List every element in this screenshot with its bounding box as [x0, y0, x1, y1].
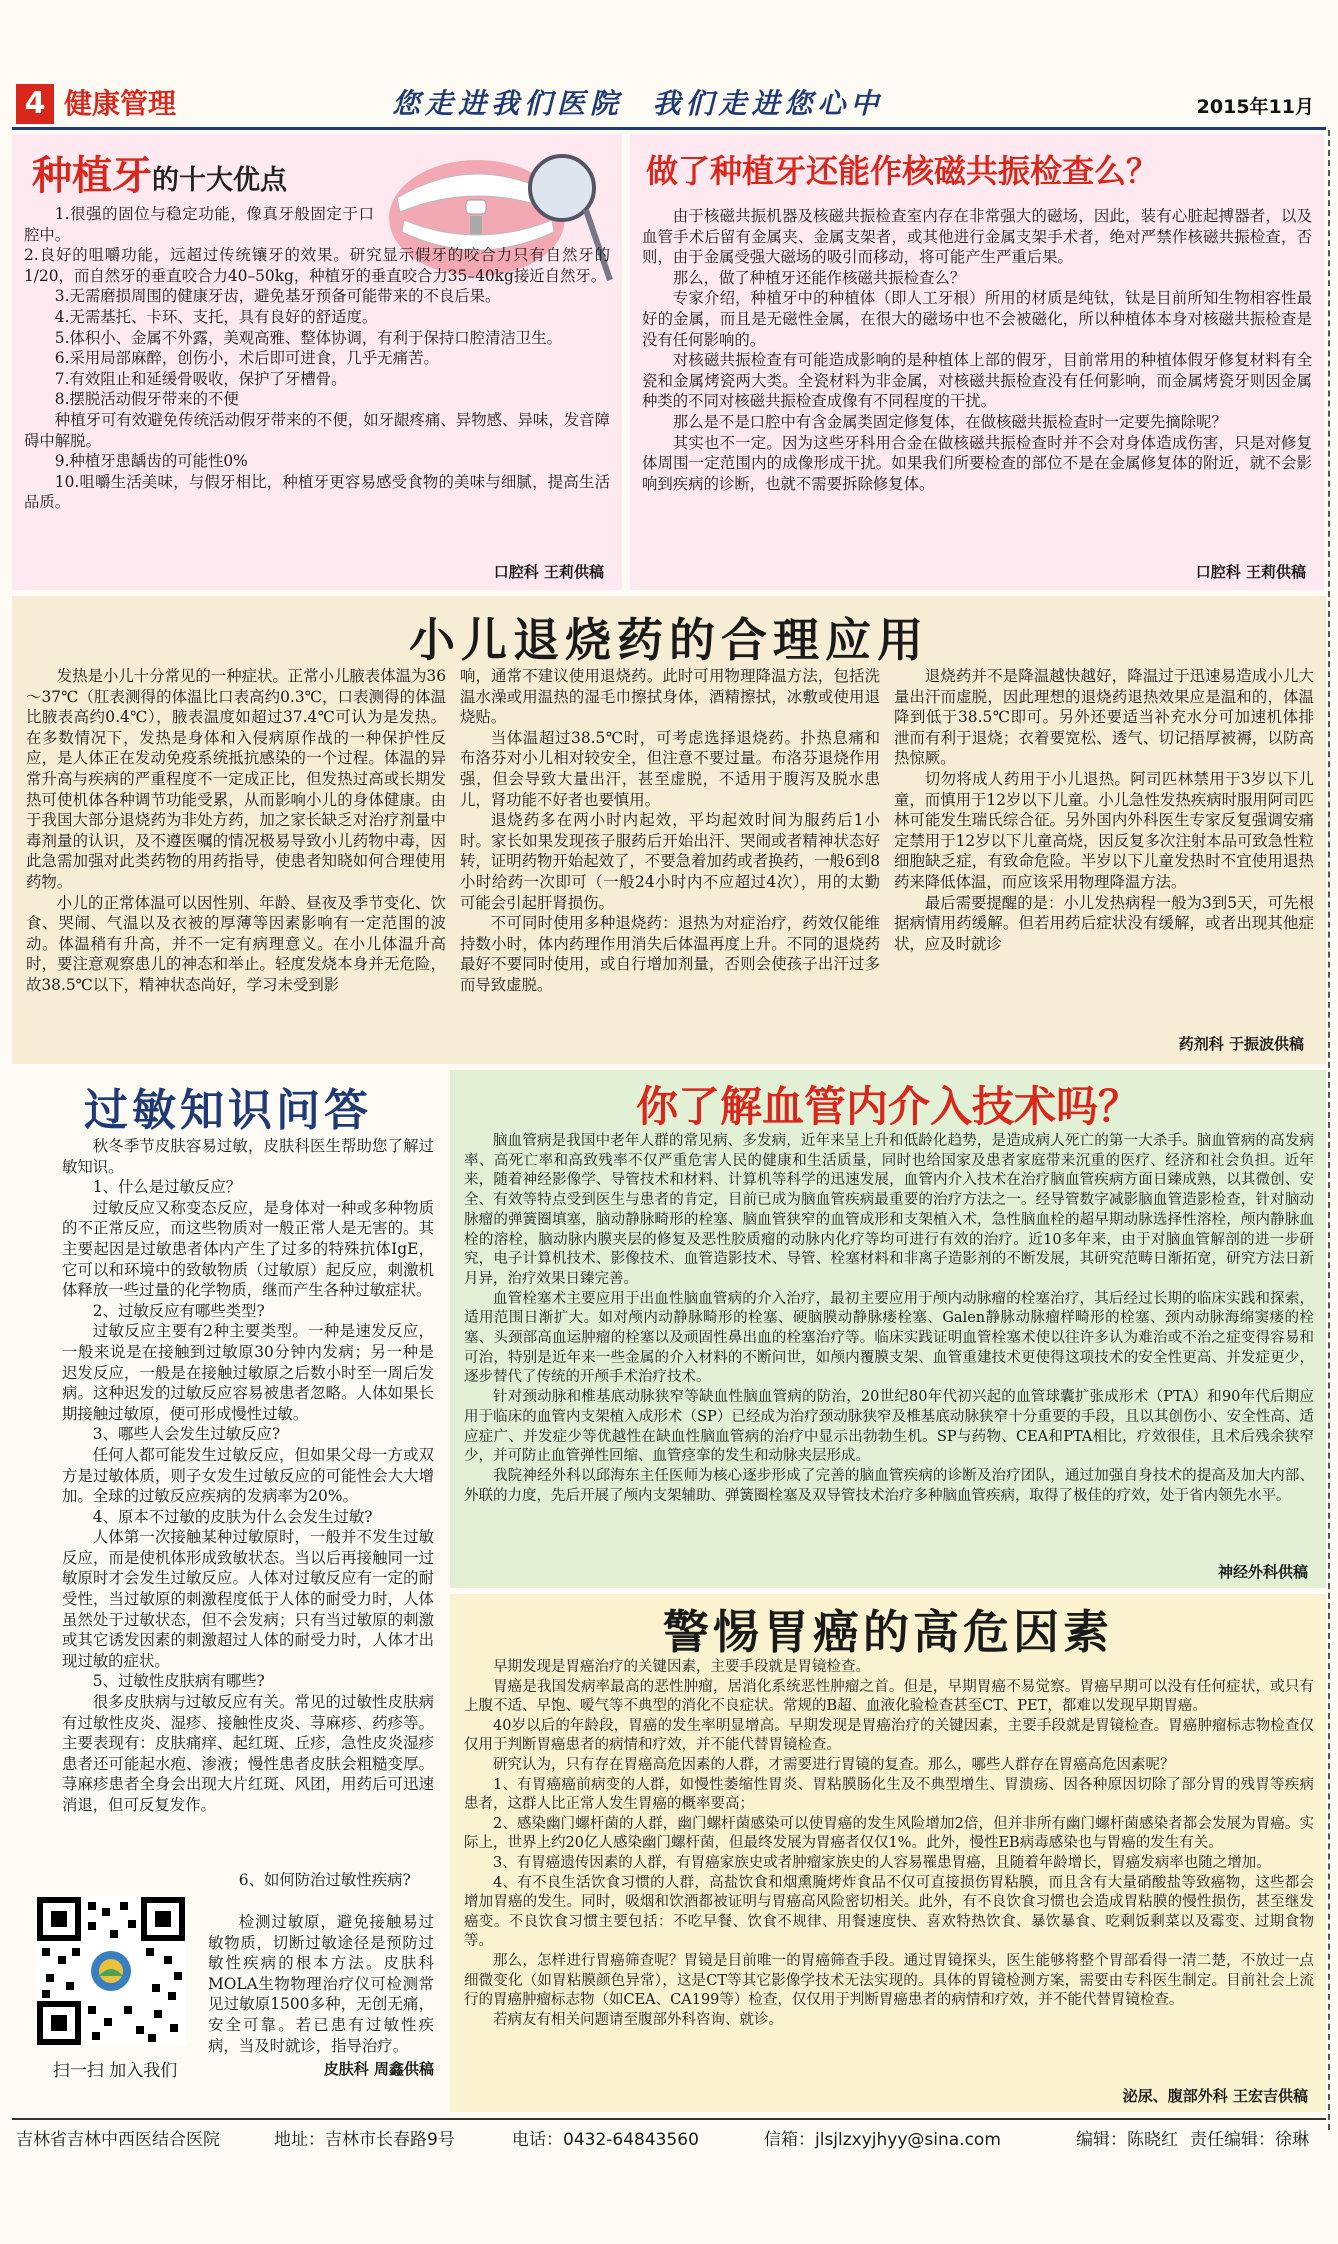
mri-para: 专家介绍，种植牙中的种植体（即人工牙根）所用的材质是纯钛，钛是目前所知生物相容性最好的金属，而且是无磁性金属，在很大的磁场中也不会被磁化，所以种植体本身对核磁共振检查是没有任何影响的。 [642, 289, 1312, 349]
footer-editor: 编辑：陈晓红 [1076, 2130, 1178, 2150]
mri-body [642, 206, 1312, 494]
footer-rule [12, 2118, 1326, 2120]
fever-col-2 [460, 666, 880, 996]
fever-title: 小儿退烧药的合理应用 [409, 613, 929, 667]
allergy-para: 3、哪些人会发生过敏反应? [92, 1425, 281, 1444]
fever-col-3 [894, 666, 1314, 954]
gastric-para: 4、有不良生活饮食习惯的人群，高盐饮食和烟熏腌烤炸食品不仅可直接损伤胃粘膜，而且含有大量硝酸盐等致癌物，这些都会增加胃癌的发生。同时，吸烟和饮酒都被证明与胃癌高风险密切相关。此外，有不良饮食习惯也会造成胃粘膜的慢性损伤，甚至继发癌变。不良饮食习惯主要包括：不吃早餐、饮食不规律、用餐速度快、喜欢特热饮食、暴饮暴食、吃剩饭剩菜以及霉变、过期食物等。 [464, 1874, 1314, 1950]
mri-para: 那么是不是口腔中有含金属类固定修复体，在做核磁共振检查时一定要先摘除呢？ [672, 412, 1227, 431]
allergy-para: 秋冬季节皮肤容易过敏，皮肤科医生帮助您了解过敏知识。 [62, 1137, 434, 1176]
header-rule [12, 127, 1326, 130]
fever-signature: 药剂科 于振波供稿 [1178, 1035, 1304, 1053]
gastric-para: 研究认为，只有存在胃癌高危因素的人群，才需要进行胃镜的复查。那么，哪些人群存在胃癌高危因素呢？ [493, 1756, 1175, 1773]
gastric-signature: 泌尿、腹部外科 王宏吉供稿 [1122, 2087, 1308, 2105]
fever-para: 退烧药多在两小时内起效，平均起效时间为服药后1小时。家长如果发现孩子服药后开始出汗、哭闹或者精神状态好转，证明药物开始起效了，不要急着加药或者换药，一般6到8小时给药一次即可（一般24小时内不应超过4次），用的太勤可能会引起肝肾损伤。 [460, 811, 880, 912]
vascular-body [464, 1132, 1314, 1506]
gastric-body [464, 1658, 1314, 2030]
fever-col-1 [26, 666, 446, 996]
implant-signature: 口腔科 王莉供稿 [493, 563, 604, 581]
allergy-signature: 皮肤科 周鑫供稿 [323, 2060, 434, 2078]
footer-hospital: 吉林省吉林中西医结合医院 [16, 2130, 220, 2150]
implant-para: 种植牙可有效避免传统活动假牙带来的不便，如牙龈疼痛、异物感、异味，发音障碍中解脱。 [24, 410, 610, 450]
allergy-para: 4、原本不过敏的皮肤为什么会发生过敏? [92, 1507, 373, 1526]
allergy-para: 过敏反应主要有2种主要类型。一种是速发反应，一般来说是在接触到过敏原30分钟内发病；另一种是迟发反应，一般是在接触过敏原之后数小时至一周后发病。这种迟发的过敏反应容易被患者忽略。人体如果长期接触过敏原，便可形成慢性过敏。 [62, 1322, 434, 1423]
implant-para: 2.良好的咀嚼功能，远超过传统镶牙的效果。研究显示假牙的咬合力只有自然牙的1/20，而自然牙的垂直咬合力40–50kg，种植牙的垂直咬合力35–40kg接近自然牙。 [24, 246, 610, 285]
gastric-article [450, 1594, 1326, 2112]
footer-phone: 电话：0432-64843560 [512, 2130, 699, 2150]
implant-para: 10.咀嚼生活美味，与假牙相比，种植牙更容易感受食物的美味与细腻，提高生活品质。 [24, 472, 610, 512]
mri-signature: 口腔科 王莉供稿 [1195, 563, 1306, 581]
implant-para: 8.摆脱活动假牙带来的不便 [54, 390, 239, 409]
footer-address: 地址：吉林市长春路9号 [274, 2130, 455, 2150]
allergy-title: 过敏知识问答 [84, 1085, 372, 1136]
mri-para: 由于核磁共振机器及核磁共振检查室内存在非常强大的磁场，因此，装有心脏起搏器者，以及血管手术后留有金属夹、金属支架者，或其他进行金属支架手术者，绝对严禁作核磁共振检查，否则，由于金属受强大磁场的吸引而移动，将可能产生严重后果。 [642, 207, 1312, 267]
vascular-para: 脑血管病是我国中老年人群的常见病、多发病，近年来呈上升和低龄化趋势，是造成病人死亡的第一大杀手。脑血管病的高发病率、高死亡率和高致残率不仅严重危害人民的健康和生活质量，同时也给国家及患者家庭带来沉重的医疗、经济和社会负担。近年来，随着神经影像学、导管技术和材料、计算机等科学的迅速发展，血管内介入技术在治疗脑血管疾病方面日臻成熟，以其微创、安全、有效等特点受到医生与患者的肯定，目前已成为脑血管疾病最重要的治疗方法之一。经导管数字减影脑血管造影检查，针对脑动脉瘤的弹簧圈填塞，脑动静脉畸形的栓塞、脑血管狭窄的血管成形和支架植入术，急性脑血栓的超早期动脉选择性溶栓，颅内静脉血栓的溶栓，脑动脉内膜夹层的修复及恶性胶质瘤的动脉内化疗等均可进行有效的治疗。近10多年来，由于对脑血管解剖的进一步研究，电子计算机技术、影像技术、血管造影技术、导管、栓塞材料和非离子造影剂的不断发展，其研究范畴日渐拓宽，研究方法日新月异，治疗效果日臻完善。 [464, 1133, 1314, 1287]
allergy-article [12, 1070, 444, 2110]
allergy-para: 人体第一次接触某种过敏原时，一般并不发生过敏反应，而是使机体形成致敏状态。当以后再接触同一过敏原时才会发生过敏反应。人体对过敏反应有一定的耐受性，当过敏原的刺激程度低于人体的耐受力时，人体虽然处于过敏状态，但不会发病；只有当过敏原的刺激或其它诱发因素的刺激超过人体的耐受力时，人体才出现过敏的症状。 [62, 1528, 434, 1670]
mri-para: 对核磁共振检查有可能造成影响的是种植体上部的假牙，目前常用的种植体假牙修复材料有全瓷和金属烤瓷两大类。全瓷材料为非金属，对核磁共振检查没有任何影响，而金属烤瓷牙则因金属种类的不同对核磁共振检查成像有不同程度的干扰。 [642, 351, 1312, 411]
vascular-para: 我院神经外科以邱海东主任医师为核心逐步形成了完善的脑血管疾病的诊断及治疗团队，通过加强自身技术的提高及加大内部、外联的力度，先后开展了颅内支架辅助、弹簧圈栓塞及双导管技术治疗多种脑血管疾病，取得了极佳的疗效，处于省内领先水平。 [464, 1467, 1314, 1504]
implant-para: 4.无需基托、卡环、支托，具有良好的舒适度。 [54, 307, 378, 326]
fever-para: 发热是小儿十分常见的一种症状。正常小儿腋表体温为36～37℃（肛表测得的体温比口表高约0.3℃，口表测得的体温比腋表高约0.4℃），腋表温度如超过37.4℃可认为是发热。在多数情况下，发热是身体和入侵病原作战的一种保护性反应，是人体正在发动免疫系统抵抗感染的一个过程。体温的异常升高与疾病的严重程度不一定成正比，但发热过高或长期发热可使机体各种调节功能受累，从而影响小儿的身体健康。由于我国大部分退烧药为非处方药，加之家长缺乏对治疗剂量中毒剂量的认识，及不遵医嘱的情况极易导致小儿药物中毒，因此急需加强对此类药物的用药指导，使患者知晓如何合理使用药物。 [26, 667, 446, 891]
implant-para: 3.无需磨损周围的健康牙齿，避免基牙预备可能带来的不良后果。 [54, 287, 501, 306]
gastric-para: 3、有胃癌遗传因素的人群，有胃癌家族史或者肿瘤家族史的人容易罹患胃癌，且随着年龄增长，胃癌发病率也随之增加。 [493, 1854, 1271, 1871]
implant-para: 9.种植牙患龋齿的可能性0% [54, 452, 248, 471]
qr-caption: 扫一扫 加入我们 [52, 2061, 178, 2081]
fever-article [12, 596, 1326, 1064]
implant-para: 5.体积小、金属不外露，美观高雅、整体协调，有利于保持口腔清洁卫生。 [54, 328, 562, 347]
allergy-para: 过敏反应又称变态反应，是身体对一种或多种物质的不正常反应，而这些物质对一般正常人是无害的。其主要起因是过敏患者体内产生了过多的特殊抗体IgE，它可以和环境中的致敏物质（过敏原）起反应，刺激机体释放一些过量的化学物质，继而产生各种过敏症状。 [62, 1198, 434, 1300]
implant-body [24, 204, 610, 513]
allergy-q6-body: 检测过敏原，避免接触易过敏物质，切断过敏途径是预防过敏性疾病的根本方法。皮肤科MOLA生物物理治疗仪可检测常见过敏原1500多种，无创无痛，安全可靠。若已患有过敏性疾病，当及时就诊，指导治疗。 [208, 1913, 434, 2055]
allergy-para: 1、什么是过敏反应？ [92, 1178, 242, 1197]
allergy-body [62, 1136, 434, 1816]
fever-para: 当体温超过38.5℃时，可考虑选择退烧药。扑热息痛和布洛芬对小儿相对较安全，但注意不要过量。布洛芬退烧作用强，但会导致大量出汗，甚至虚脱，不适用于腹泻及脱水患儿，肾功能不好者也要慎用。 [460, 728, 880, 809]
fever-para: 响，通常不建议使用退烧药。此时可用物理降温方法，包括洗温水澡或用温热的湿毛巾擦拭身体，酒精擦拭，冰敷或使用退烧贴。 [460, 667, 880, 727]
fever-para: 不可同时使用多种退烧药：退热为对症治疗，药效仅能维持数小时，体内药理作用消失后体温再度上升。不同的退烧药最好不要同时使用，或自行增加剂量，否则会使孩子出汗过多而导致虚脱。 [460, 914, 880, 994]
footer-chief: 责任编辑：徐琳 [1190, 2130, 1309, 2150]
implant-title-big: 种植牙 [32, 153, 152, 199]
gastric-para: 胃癌是我国发病率最高的恶性肿瘤，居消化系统恶性肿瘤之首。但是，早期胃癌不易觉察。胃癌早期可以没有任何症状，或只有上腹不适、早饱、嗳气等不典型的消化不良症状。常规的B超、血液化验检查甚至CT、PET，都难以发现早期胃癌。 [464, 1678, 1314, 1715]
mri-title: 做了种植牙还能作核磁共振检查么？ [646, 152, 1159, 190]
mri-article [630, 134, 1324, 590]
gastric-para: 1、有胃癌癌前病变的人群，如慢性萎缩性胃炎、胃粘膜肠化生及不典型增生、胃溃疡、因各种原因切除了部分胃的残胃等疾病患者，这群人比正常人发生胃癌的概率要高； [464, 1776, 1314, 1813]
mri-para: 那么，做了种植牙还能作核磁共振检查么？ [672, 268, 966, 287]
implant-article [12, 134, 622, 590]
vascular-signature: 神经外科供稿 [1217, 1563, 1308, 1581]
gastric-title: 警惕胃癌的高危因素 [663, 1605, 1113, 1659]
gastric-para: 那么，怎样进行胃癌筛查呢？胃镜是目前唯一的胃癌筛查手段。通过胃镜探头，医生能够将整个胃部看得一清二楚，不放过一点细微变化（如胃粘膜颜色异常），这是CT等其它影像学技术无法实现的。具体的胃镜检测方案，需要由专科医生制定。目前社会上流行的胃癌肿瘤标志物（如CEA、CA199等）检查，仅仅用于判断胃癌患者的病情和疗效，并不能代替胃镜检查。 [464, 1952, 1314, 2009]
implant-title [32, 144, 287, 201]
allergy-para: 很多皮肤病与过敏反应有关。常见的过敏性皮肤病有过敏性皮炎、湿疹、接触性皮炎、荨麻疹、药疹等。主要表现有：皮肤痛痒、起红斑、丘疹，急性皮炎湿疹患者还可能起水疱、渗液；慢性患者皮肤会粗糙变厚。荨麻疹患者全身会出现大片红斑、风团，用药后可迅速消退，但可反复发作。 [62, 1693, 434, 1814]
vascular-para: 血管栓塞术主要应用于出血性脑血管病的介入治疗，最初主要应用于颅内动脉瘤的栓塞治疗，其后经过长期的临床实践和探索，适用范围日渐扩大。如对颅内动静脉畸形的栓塞、硬脑膜动静脉瘘栓塞、Galen静脉动脉瘤样畸形的栓塞、颈内动脉海绵窦瘘的栓塞、头颈部高血运肿瘤的栓塞以及顽固性鼻出血的栓塞治疗等。临床实践证明血管栓塞术使以往许多认为难治或不治之症变得容易和可治，特别是近年来一些金属的介入材料的不断问世，如颅内覆膜支架、血管重建技术更使得这项技术的安全性更高、并发症更少，逐步替代了传统的开颅手术治疗技术。 [464, 1290, 1314, 1386]
fever-para: 最后需要提醒的是：小儿发热病程一般为3到5天，可先根据病情用药缓解。但若用药后症状没有缓解，或者出现其他症状，应及时就诊 [894, 893, 1314, 953]
allergy-para: 5、过敏性皮肤病有哪些? [92, 1672, 265, 1691]
gastric-para: 40岁以后的年龄段，胃癌的发生率明显增高。早期发现是胃癌治疗的关键因素，主要手段就是胃镜检查。胃癌肿瘤标志物检查仅仅用于判断胃癌患者的病情和疗效，并不能代替胃镜检查。 [464, 1717, 1314, 1754]
qr-code[interactable] [36, 1896, 186, 2046]
issue-date: 2015年11月 [1196, 96, 1314, 118]
footer-email: 信箱：jlsjlzxyjhyy@sina.com [764, 2130, 1001, 2150]
implant-para: 6.采用局部麻醉，创伤小，术后即可进食，几乎无痛苦。 [54, 349, 439, 368]
vascular-para: 针对颈动脉和椎基底动脉狭窄等缺血性脑血管病的防治，20世纪80年代初兴起的血管球囊扩张成形术（PTA）和90年代后期应用于临床的血管内支架植入成形术（SP）已经成为治疗颈动脉狭窄及椎基底动脉狭窄十分重要的手段，且以其创伤小、安全性高、适应症广、并发症少等优越性在缺血性脑血管病的治疗中显示出勃勃生机。SP与药物、CEA和PTA相比，疗效很佳，且术后残余狭窄少，并可防止血管弹性回缩、血管痉挛的发生和动脉夹层形成。 [464, 1389, 1314, 1465]
gastric-para: 若病友有相关问题请至腹部外科咨询、就诊。 [493, 2011, 783, 2028]
mri-para: 其实也不一定。因为这些牙科用合金在做核磁共振检查时并不会对身体造成伤害，只是对修复体周围一定范围内的成像形成干扰。如果我们所要检查的部位不是在金属修复体的附近，就不会影响到疾病的诊断，也就不需要拆除修复体。 [642, 433, 1312, 493]
vascular-title: 你了解血管内介入技术吗？ [635, 1082, 1140, 1131]
fever-para: 切勿将成人药用于小儿退热。阿司匹林禁用于3岁以下儿童，而慎用于12岁以下儿童。小儿急性发热疾病时服用阿司匹林可能发生瑞氏综合征。另外国内外科医生专家反复强调安痛定禁用于12岁以下儿童高烧，因反复多次注射本品可致急性粒细胞缺乏症，有致命危险。半岁以下儿童发热时不宜使用退热药来降低体温，而应该采用物理降温方法。 [894, 769, 1314, 891]
allergy-para: 2、过敏反应有哪些类型? [92, 1301, 265, 1320]
allergy-q6-title: 6、如何防治过敏性疾病? [238, 1871, 411, 1889]
gastric-para: 早期发现是胃癌治疗的关键因素，主要手段就是胃镜检查。 [493, 1659, 870, 1675]
vascular-article [450, 1070, 1326, 1588]
header-slogan: 您走进我们医院 我们走进您心中 [392, 87, 884, 120]
allergy-para: 任何人都可能发生过敏反应，但如果父母一方或双方是过敏体质，则子女发生过敏反应的可能性会大大增加。全球的过敏反应疾病的发病率为20%。 [62, 1445, 434, 1506]
section-title: 健康管理 [64, 87, 177, 120]
page-number: 4 [16, 84, 54, 124]
page-header [12, 84, 1326, 126]
implant-title-small: 的十大优点 [152, 165, 287, 196]
gastric-para: 2、感染幽门螺杆菌的人群，幽门螺杆菌感染可以使胃癌的发生风险增加2倍，但并非所有幽门螺杆菌感染者都会发展为胃癌。实际上，世界上约20亿人感染幽门螺杆菌，但最终发展为胃癌者仅仅1%。此外，慢性EB病毒感染也与胃癌的发生有关。 [464, 1815, 1314, 1852]
implant-para: 1.很强的固位与稳定功能，像真牙般固定于口腔中。 [24, 205, 374, 244]
implant-para: 7.有效阻止和延缓骨吸收，保护了牙槽骨。 [54, 369, 347, 388]
page-footer [12, 2126, 1326, 2154]
page-edge-dashes [1328, 130, 1330, 2130]
fever-para: 退烧药并不是降温越快越好，降温过于迅速易造成小儿大量出汗而虚脱，因此理想的退烧药退热效果应是温和的，体温降到低于38.5℃即可。另外还要适当补充水分可加速机体排泄而有利于退烧；衣着要宽松、透气、切记捂厚被褥，以防高热惊厥。 [894, 667, 1314, 768]
fever-para: 小儿的正常体温可以因性别、年龄、昼夜及季节变化、饮食、哭闹、气温以及衣被的厚薄等因素影响有一定范围的波动。体温稍有升高，并不一定有病理意义。在小儿体温升高时，要注意观察患儿的神态和举止。轻度发烧本身并无危险，故38.5℃以下，精神状态尚好，学习未受到影 [26, 893, 446, 994]
